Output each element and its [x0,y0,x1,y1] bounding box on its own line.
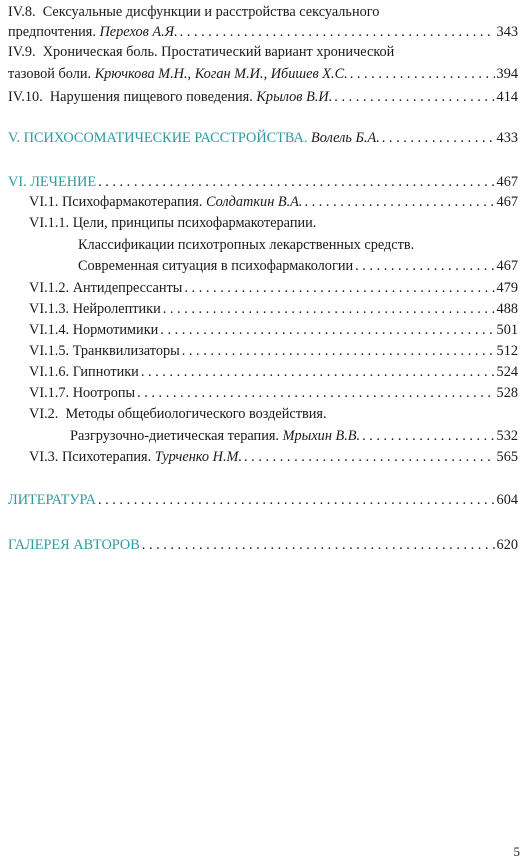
entry-number: VI.1. [29,194,59,210]
entry-title: Цели, принципы психофармакотерапии. [72,215,317,231]
leader-dots [184,280,494,297]
entry-title-cont: Классификации психотропных лекарственных средств. [78,237,415,253]
leader-dots [382,130,495,147]
page-number: 528 [496,385,518,401]
entry-number: IV.8. [8,4,36,20]
leader-dots [137,385,494,402]
leader-dots [355,258,494,275]
entry-title-cont: Современная ситуация в психофармакологии [78,258,354,274]
toc-entry-vi13[interactable] [29,301,518,318]
page-number: 467 [496,174,518,190]
toc-entry-iv9[interactable] [8,66,518,83]
toc-entry-vi15[interactable] [29,343,518,360]
leader-dots [350,66,495,83]
toc-section-literature[interactable] [8,492,518,509]
entry-title-cont: предпочтения. [8,24,96,40]
page-number: 343 [496,24,518,40]
entry-title: Психофармакотерапия. [61,194,203,210]
entry-number: VI.2. [29,406,59,422]
toc-section-gallery[interactable] [8,537,518,554]
page-number: 532 [496,428,518,444]
page-number: 433 [496,130,518,146]
entry-title: Методы общебиологического воздействия. [65,406,327,422]
page-number: 394 [496,66,518,82]
leader-dots [98,492,495,509]
leader-dots [98,174,494,191]
leader-dots [141,364,495,381]
leader-dots [362,428,494,445]
entry-author: Пeрехов А.Я. [99,24,178,40]
page-number: 512 [496,343,518,359]
leader-dots [163,301,495,318]
entry-number: VI.1.2. [29,280,70,296]
toc-entry-vi17[interactable] [29,385,518,402]
entry-author: Волель Б.А. [311,130,380,146]
toc-section-vi[interactable] [8,174,518,191]
entry-author: Турченко Н.М. [154,449,243,465]
entry-number: IV.9. [8,44,36,60]
section-title: ЛИТЕРАТУРА [8,492,96,508]
entry-number: VI.1.5. [29,343,70,359]
toc-entry-iv10[interactable] [8,89,518,106]
toc-entry-iv8-line1 [8,4,379,21]
page-number: 604 [496,492,518,508]
toc-entry-iv8[interactable] [8,24,518,41]
toc-entry-vi2-line1 [29,406,327,423]
entry-author: Мрыхин В.В. [282,428,361,444]
leader-dots [180,24,495,41]
leader-dots [244,449,495,466]
toc-entry-vi12[interactable] [29,280,518,297]
leader-dots [160,322,494,339]
toc-entry-vi11-line1 [29,215,316,232]
entry-number: VI.1.3. [29,301,70,317]
entry-title-cont: тазовой боли. [8,66,92,82]
entry-number: IV.10. [8,89,43,105]
entry-title: Гипнотики [72,364,139,380]
entry-title: Антидепрессанты [72,280,183,296]
entry-number: VI.1.7. [29,385,70,401]
entry-author: Солдаткин В.А. [206,194,303,210]
entry-title-cont: Разгрузочно-диетическая терапия. [70,428,279,444]
section-title: ГАЛЕРЕЯ АВТОРОВ [8,537,140,553]
entry-title: Ноотропы [72,385,136,401]
toc-section-v[interactable] [8,130,518,147]
entry-title: Сексуальные дисфункции и расстройства сексуального [42,4,380,20]
toc-entry-vi3[interactable] [29,449,518,466]
entry-number: VI.1.1. [29,215,70,231]
page-footer-number: 5 [513,844,520,859]
page-number: 620 [496,537,518,553]
entry-title: Нарушения пищевого поведения. [49,89,253,105]
leader-dots [142,537,495,554]
entry-number: VI.1.6. [29,364,70,380]
toc-entry-vi16[interactable] [29,364,518,381]
entry-author: Крючкова М.Н., Коган М.И., Ибишев Х.С. [94,66,348,82]
page-number: 467 [496,258,518,274]
entry-number: VI.1.4. [29,322,70,338]
page-number: 479 [496,280,518,296]
entry-number: VI.3. [29,449,59,465]
section-title: VI. ЛЕЧЕНИЕ [8,174,97,190]
section-title: V. ПСИХОСОМАТИЧЕСКИЕ РАССТРОЙСТВА. [8,130,308,146]
toc-entry-vi1[interactable] [29,194,518,211]
leader-dots [182,343,495,360]
page-number: 501 [496,322,518,338]
page-number: 414 [496,89,518,105]
toc-entry-vi11[interactable] [78,258,518,275]
toc-entry-vi2[interactable] [70,428,518,445]
entry-title: Психотерапия. [61,449,152,465]
page-number: 488 [496,301,518,317]
toc-entry-vi11-line2 [78,237,414,254]
page-number: 524 [496,364,518,380]
toc-entry-iv9-line1 [8,44,394,61]
page-number: 565 [496,449,518,465]
entry-title: Нейролептики [72,301,161,317]
leader-dots [304,194,494,211]
toc-entry-vi14[interactable] [29,322,518,339]
entry-title: Хроническая боль. Простатический вариант хронической [42,44,395,60]
entry-title: Транквилизаторы [72,343,180,359]
leader-dots [334,89,494,106]
entry-title: Нормотимики [72,322,159,338]
entry-author: Крылов В.И. [256,89,333,105]
page-number: 467 [496,194,518,210]
